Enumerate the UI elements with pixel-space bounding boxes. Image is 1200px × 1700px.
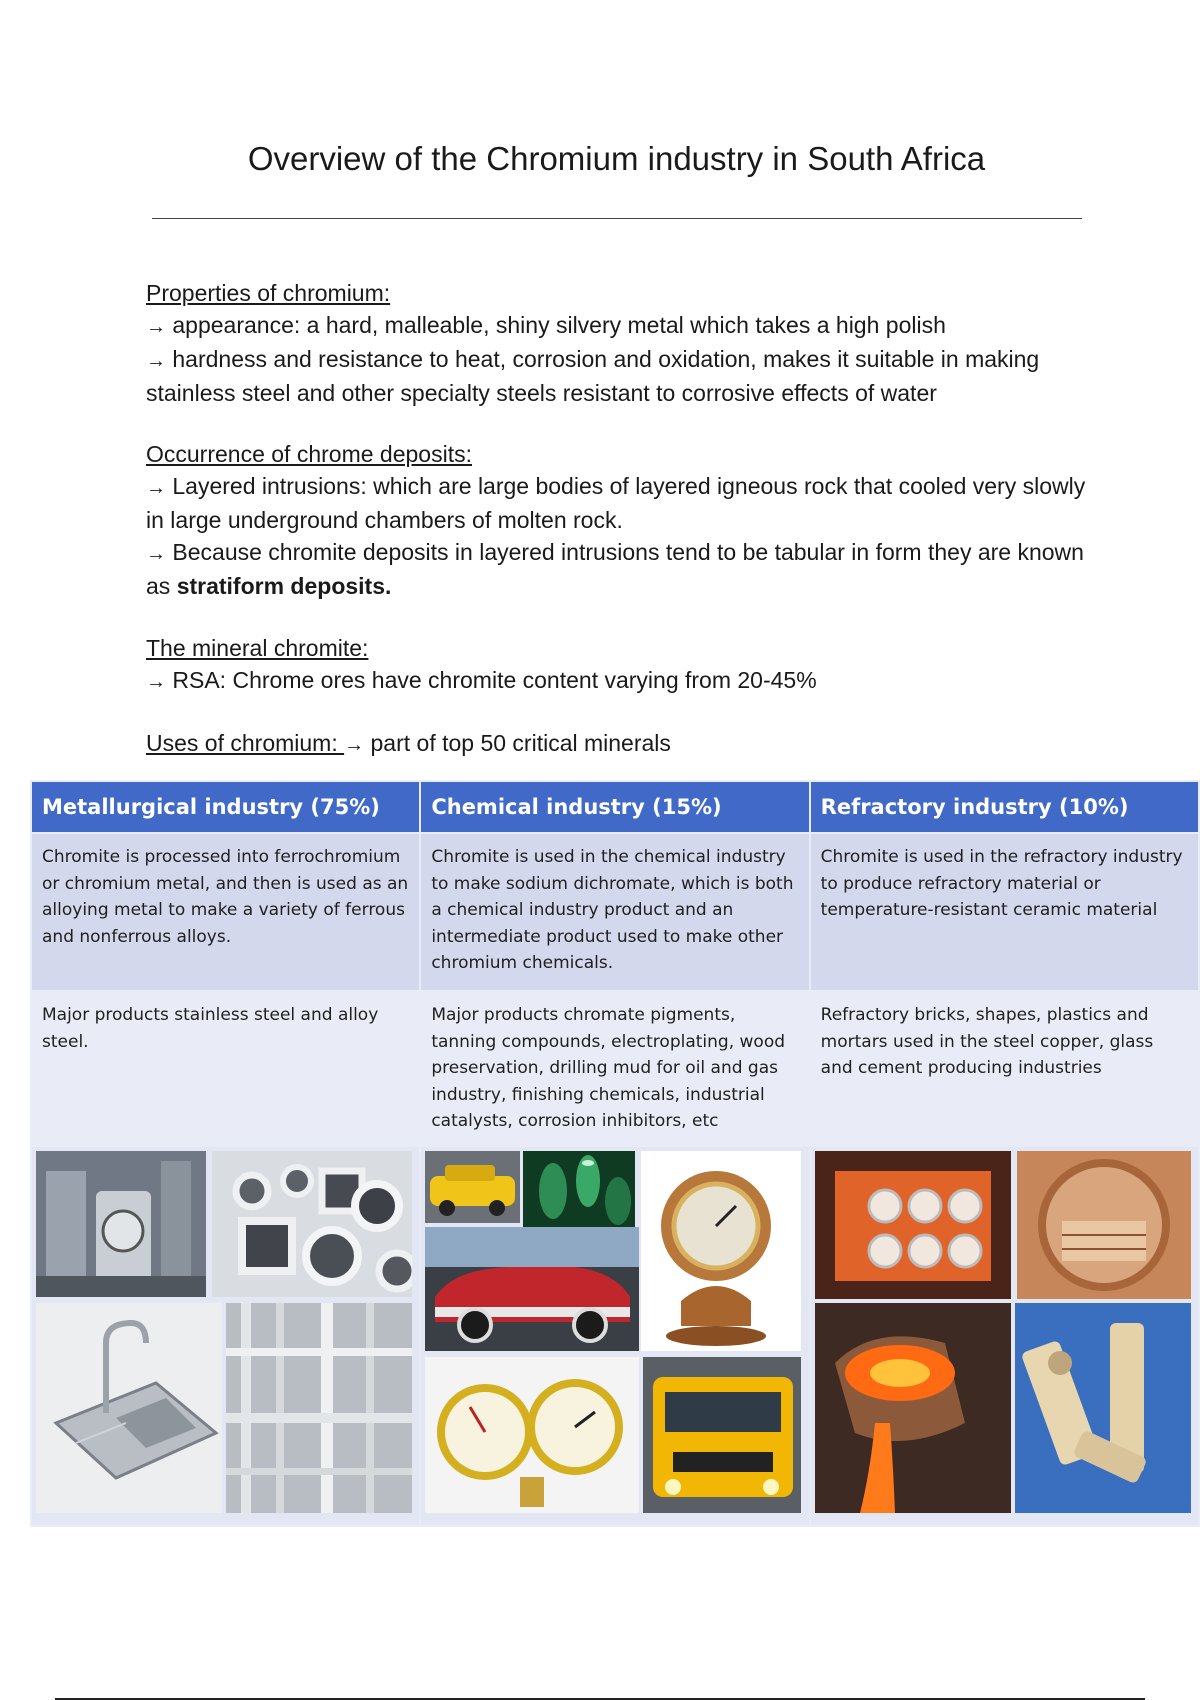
steel-tubes-photo (212, 1151, 412, 1297)
properties-section (146, 277, 1106, 409)
uses-heading: Uses of chromium: (146, 730, 345, 756)
classic-car-photo (425, 1227, 639, 1351)
uses-section (146, 727, 1106, 761)
uses-table (30, 780, 1200, 1527)
steel-piping-photo (226, 1303, 412, 1513)
pressure-gauges-photo (425, 1357, 639, 1513)
metallurgical-description: Chromite is processed into ferrochromium or chromium metal, and then is used as an alloying metal to make a variety of ferrous and nonferrous alloys. (31, 833, 420, 991)
metallurgical-products: Major products stainless steel and alloy steel. (31, 991, 420, 1146)
arrow-icon: → (146, 477, 166, 499)
taxi-photo (425, 1151, 520, 1223)
title-divider (152, 218, 1082, 219)
molten-metal-pour-photo (815, 1303, 1011, 1513)
header-refractory: Refractory industry (10%) (810, 781, 1199, 833)
steel-sink-photo (36, 1303, 222, 1513)
brick-furnace-photo (1017, 1151, 1191, 1299)
refractory-photos (810, 1146, 1199, 1526)
occurrence-line-1: Layered intrusions: which are large bodies of layered igneous rock that cooled very slowly in large underground chambers of molten rock. (146, 473, 1086, 533)
chemical-description: Chromite is used in the chemical industry to make sodium dichromate, which is both a chemical industry product and an intermediate product used to make other chromium chemicals. (420, 833, 809, 991)
occurrence-heading: Occurrence of chrome deposits: (146, 441, 472, 467)
occurrence-line-2: Because chromite deposits in layered intrusions tend to be tabular in form they are known as (146, 539, 1084, 599)
arrow-icon: → (344, 734, 365, 756)
chemical-products: Major products chromate pigments, tanning compounds, electroplating, wood preservation, drilling mud for oil and gas industry, finishing chemicals, industrial catalysts, corrosion inhibitors, etc (420, 991, 809, 1146)
green-glass-photo (523, 1151, 635, 1229)
arrow-icon: → (146, 671, 166, 693)
occurrence-section (146, 438, 1106, 602)
gauge-clock-photo (641, 1151, 801, 1351)
refractory-description: Chromite is used in the refractory industry to produce refractory material or temperature-resistant ceramic material (810, 833, 1199, 991)
mineral-line-1: RSA: Chrome ores have chromite content varying from 20-45% (166, 667, 817, 693)
stratiform-term: stratiform deposits. (176, 573, 392, 599)
ceramic-shapes-photo (1015, 1303, 1191, 1513)
industrial-machinery-photo (36, 1151, 206, 1297)
properties-line-1: appearance: a hard, malleable, shiny silvery metal which takes a high polish (166, 312, 946, 338)
properties-heading: Properties of chromium: (146, 280, 391, 306)
mineral-section (146, 632, 1106, 698)
uses-tail: part of top 50 critical minerals (364, 730, 671, 756)
chemical-photos (420, 1146, 809, 1526)
mineral-heading: The mineral chromite: (146, 635, 369, 661)
properties-line-2: hardness and resistance to heat, corrosion and oxidation, makes it suitable in making stainless steel and other specialty steels resistant to corrosive effects of water (146, 346, 1040, 406)
arrow-icon: → (146, 350, 166, 372)
kiln-firing-photo (815, 1151, 1011, 1299)
header-chemical: Chemical industry (15%) (420, 781, 809, 833)
metallurgical-photos (31, 1146, 420, 1526)
header-metallurgical: Metallurgical industry (75%) (31, 781, 420, 833)
school-bus-photo (643, 1357, 801, 1513)
page-title: Overview of the Chromium industry in South Africa (247, 140, 986, 177)
arrow-icon: → (146, 543, 166, 565)
arrow-icon: → (146, 316, 166, 338)
refractory-products: Refractory bricks, shapes, plastics and mortars used in the steel copper, glass and cement producing industries (810, 991, 1199, 1146)
